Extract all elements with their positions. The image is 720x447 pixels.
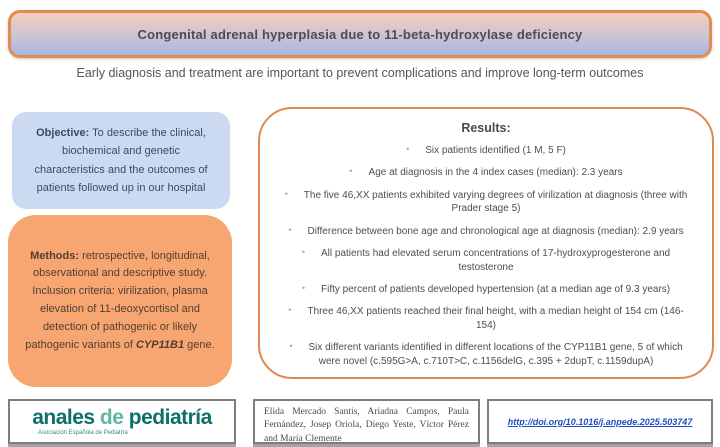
result-item-text: Difference between bone age and chronological age at diagnosis (median): 2.9 years (307, 225, 684, 237)
result-item-text: Three 46,XX patients reached their final height, with a median height of 154 cm (146-154) (307, 306, 684, 332)
methods-body-end: gene. (184, 338, 215, 351)
objective-box (12, 112, 230, 209)
journal-logo-word2: de (99, 406, 124, 429)
results-heading: Results: (461, 121, 511, 135)
methods-text (24, 248, 216, 355)
result-item-text: Six different variants identified in different locations of the CYP11B1 gene, 5 of which were novel (c.595G>A, c.710T>C, c.1156delG, c.395 + 2dupT, c.1159dupA) (308, 342, 683, 368)
result-item (282, 188, 690, 217)
methods-label: Methods: (30, 249, 80, 262)
result-item-text: The five 46,XX patients exhibited varying degrees of virilization at diagnosis (three with Prader stage 5) (303, 189, 688, 215)
objective-body: To describe the clinical, biochemical and genetic characteristics and the outcomes of patients followed up in our hospital (34, 127, 208, 194)
result-item-text: Fifty percent of patients developed hypertension (at a median age of 9.3 years) (321, 284, 671, 296)
bullet-icon: • (301, 246, 306, 257)
doi-link[interactable]: http://doi.org/10.1016/j.anpede.2025.503747 (507, 416, 693, 427)
bullet-icon: • (406, 144, 410, 154)
bullet-icon: • (288, 224, 292, 235)
objective-label: Objective: (36, 127, 90, 140)
journal-logo-word3: pediatría (128, 406, 212, 429)
result-item-text: Age at diagnosis in the 4 index cases (median): 2.3 years (368, 167, 623, 179)
key-message-subtitle: Early diagnosis and treatment are important to prevent complications and improve long-term outcomes (76, 66, 644, 80)
methods-body: retrospective, longitudinal, observational and descriptive study. Inclusion criteria: virilization, plasma elevation of 11-deoxycortisol and detection of pathogenic or likely pathogenic variants of (25, 249, 210, 351)
objective-text (26, 124, 216, 197)
journal-logo-box (8, 399, 236, 444)
result-item (282, 143, 690, 158)
result-item (282, 165, 690, 180)
bullet-icon: • (349, 166, 353, 177)
authors-box (253, 399, 480, 444)
journal-association-subtitle: Asociación Española de Pediatría (38, 430, 128, 436)
methods-box (8, 215, 232, 387)
result-item (282, 340, 690, 369)
bullet-icon: • (288, 305, 292, 316)
bullet-icon: • (284, 188, 288, 199)
result-item-text: Six patients identified (1 M, 5 F) (425, 145, 566, 156)
bullet-icon: • (289, 341, 293, 352)
journal-logo (32, 407, 212, 428)
bullet-icon: • (301, 283, 306, 294)
result-item (282, 304, 690, 333)
title-banner (8, 10, 712, 58)
authors-text: Elida Mercado Santis, Ariadna Campos, Paula Fernández, Josep Oriola, Diego Yeste, Víctor Pérez and María Clemente (264, 407, 469, 444)
result-item-text: All patients had elevated serum concentrations of 17-hydroxyprogesterone and testosterone (321, 247, 671, 273)
journal-logo-word1: anales (32, 406, 95, 429)
doi-box (487, 399, 713, 444)
result-item (282, 246, 690, 275)
result-item (282, 224, 690, 239)
page-title: Congenital adrenal hyperplasia due to 11-beta-hydroxylase deficiency (137, 26, 583, 42)
result-item (282, 282, 690, 297)
results-box (258, 107, 714, 379)
gene-name: CYP11B1 (135, 338, 185, 351)
